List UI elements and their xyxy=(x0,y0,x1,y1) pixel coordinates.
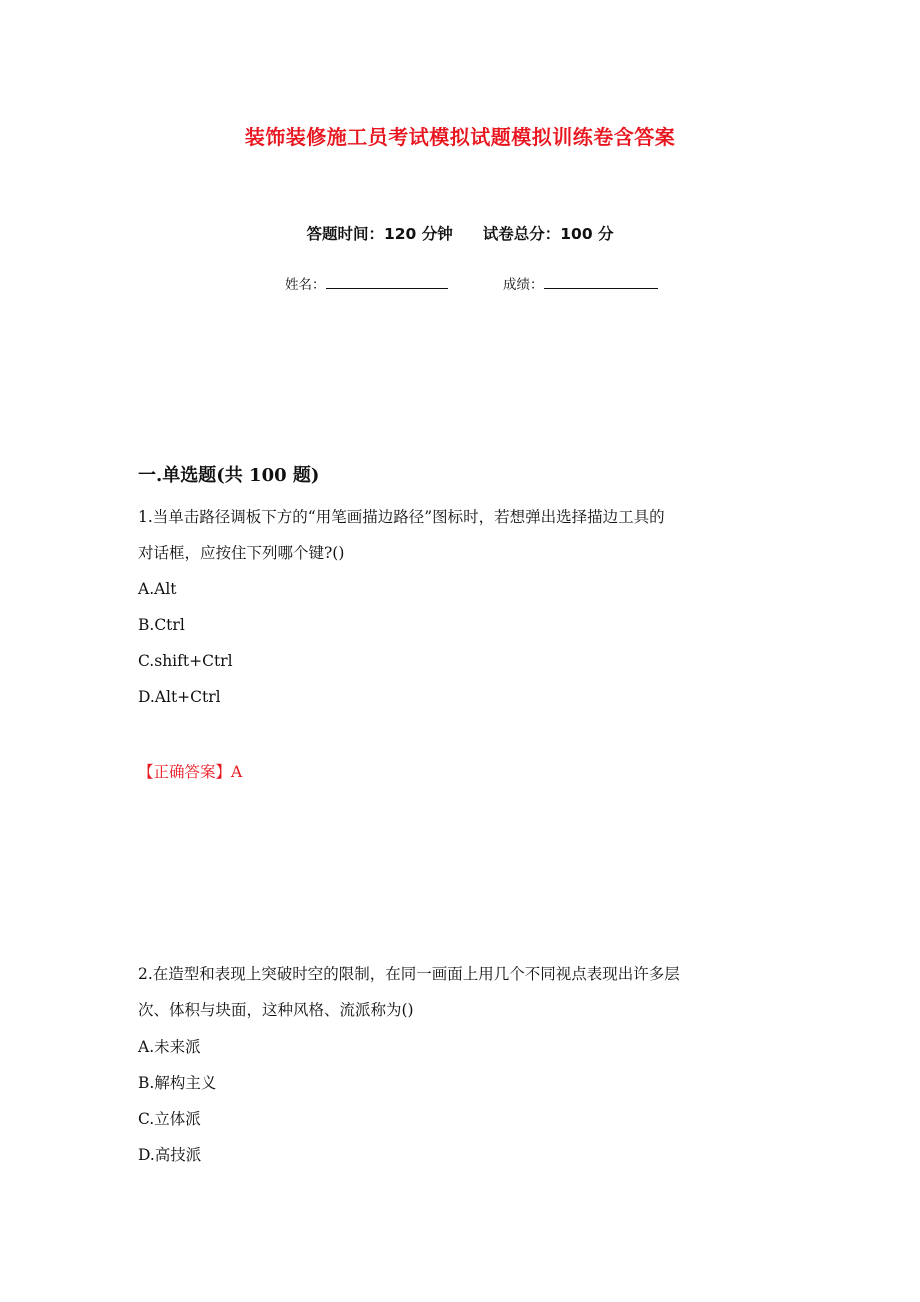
question-2-option-d: D.高技派 xyxy=(138,1146,202,1164)
question-2-option-b: B.解构主义 xyxy=(138,1074,217,1092)
question-1-line-2: 对话框，应按住下列哪个键?() xyxy=(138,544,345,562)
exam-meta xyxy=(0,222,920,244)
question-1-answer xyxy=(138,760,242,782)
question-2-line-2: 次、体积与块面，这种风格、流派称为() xyxy=(138,1001,414,1019)
name-field xyxy=(285,273,448,293)
total-score: 试卷总分：100 分 xyxy=(482,225,614,243)
question-2-line-1: 2.在造型和表现上突破时空的限制，在同一画面上用几个不同视点表现出许多层 xyxy=(138,965,680,983)
score-field xyxy=(503,273,658,293)
name-blank xyxy=(326,274,448,289)
question-1-line-1: 1.当单击路径调板下方的“用笔画描边路径”图标时，若想弹出选择描边工具的 xyxy=(138,508,665,526)
score-label: 成绩： xyxy=(503,277,544,293)
name-label: 姓名： xyxy=(285,277,326,293)
question-2-option-a: A.未来派 xyxy=(138,1038,201,1056)
exam-time: 答题时间：120 分钟 xyxy=(306,225,453,243)
question-2-option-c: C.立体派 xyxy=(138,1110,201,1128)
document-title: 装饰装修施工员考试模拟试题模拟训练卷含答案 xyxy=(244,125,676,149)
section-title: 一.单选题(共 100 题) xyxy=(138,465,320,486)
question-1-option-c: C.shift+Ctrl xyxy=(138,652,233,670)
question-1-option-b: B.Ctrl xyxy=(138,616,185,634)
score-blank xyxy=(544,274,658,289)
answer-label: 【正确答案】 xyxy=(138,763,232,781)
question-1-option-d: D.Alt+Ctrl xyxy=(138,688,221,706)
question-1-option-a: A.Alt xyxy=(138,580,177,598)
answer-value: A xyxy=(231,763,243,781)
